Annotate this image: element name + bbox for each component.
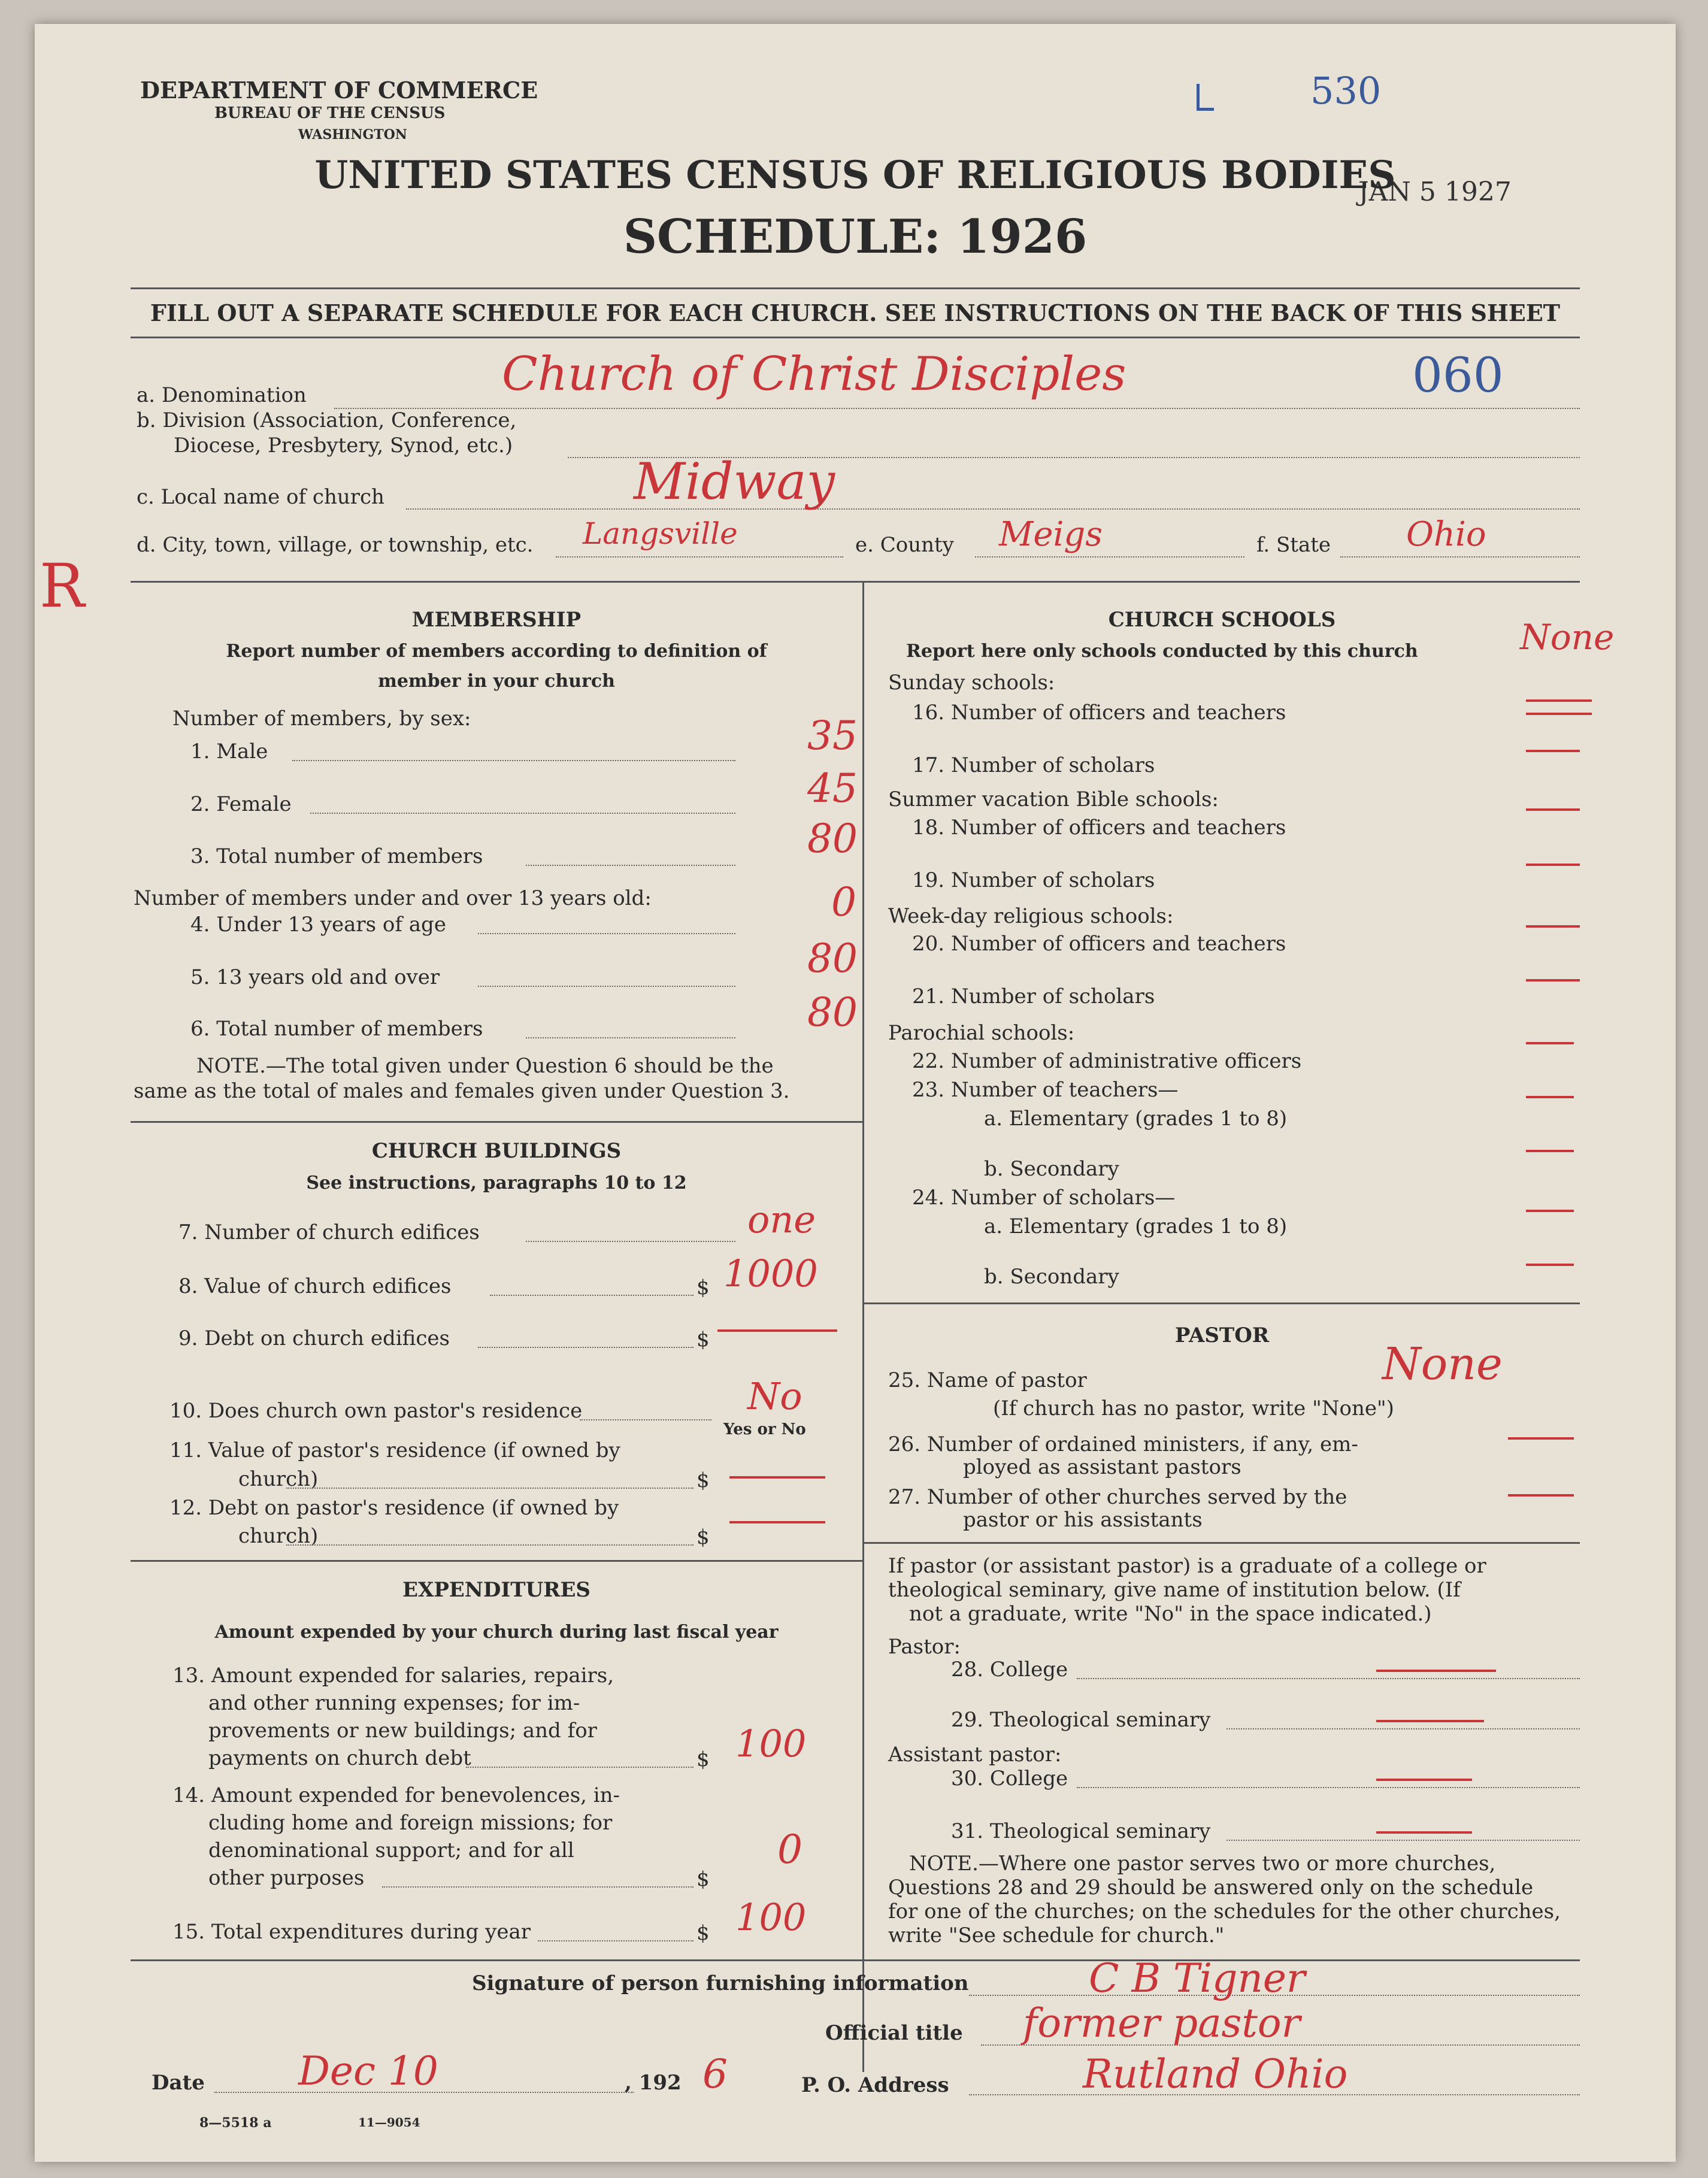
q23a-dash [1526, 1096, 1574, 1098]
schools-none: None [1520, 617, 1615, 658]
buildings-heading: CHURCH BUILDINGS [371, 1139, 622, 1163]
q12-label: 12. Debt on pastor's residence (if owned by [169, 1496, 619, 1520]
stamp-number: 530 [1310, 69, 1382, 113]
assistant-pastor-label: Assistant pastor: [888, 1743, 1062, 1767]
q31-dash [1376, 1831, 1472, 1834]
q9-dollar: $ [696, 1328, 710, 1352]
po-address-label: P. O. Address [801, 2073, 949, 2097]
section-rule [131, 581, 1580, 583]
county-line [975, 556, 1244, 558]
denomination-value: Church of Christ Disciples [502, 347, 1126, 401]
q14-label: 14. Amount expended for benevolences, in- [172, 1783, 620, 1807]
header-rule [131, 287, 1580, 289]
q19-dash [1526, 864, 1580, 866]
q26-label: 26. Number of ordained ministers, if any, em- [888, 1432, 1358, 1456]
debt-edifices-dash [717, 1329, 837, 1332]
official-title-label: Official title [825, 2021, 963, 2045]
q14-label-3: denominational support; and for all [208, 1838, 574, 1862]
q16-dash-b [1526, 713, 1592, 715]
census-form-paper [35, 24, 1676, 2162]
q31-line [1227, 1839, 1580, 1841]
print-number: 11—9054 [358, 2115, 420, 2129]
expenditures-heading: EXPENDITURES [402, 1578, 590, 1602]
header-rule-2 [131, 337, 1580, 338]
q8-line [490, 1294, 694, 1296]
pastor-heading: PASTOR [1174, 1323, 1270, 1347]
church-name-value: Midway [634, 452, 835, 511]
q9-label: 9. Debt on church edifices [178, 1326, 450, 1350]
q12-line [286, 1544, 694, 1546]
city-label-field: d. City, town, village, or township, etc. [137, 533, 534, 557]
q27-dash [1508, 1494, 1574, 1497]
county-value: Meigs [999, 515, 1103, 554]
q13-label-4: payments on church debt [208, 1746, 471, 1770]
q5-line [478, 985, 735, 987]
pastor-note-2: Questions 28 and 29 should be answered only on the schedule [888, 1876, 1534, 1900]
schedule-title: SCHEDULE: 1926 [623, 210, 1088, 264]
margin-mark: R [40, 551, 85, 621]
q14-label-2: cluding home and foreign missions; for [208, 1811, 613, 1835]
q28-dash [1376, 1670, 1496, 1672]
q8-label: 8. Value of church edifices [178, 1274, 452, 1298]
q23b-dash [1526, 1150, 1574, 1152]
q23a-label: a. Elementary (grades 1 to 8) [984, 1107, 1288, 1131]
q6-line [526, 1037, 735, 1038]
schools-heading: CHURCH SCHOOLS [1108, 608, 1336, 632]
q28-line [1077, 1677, 1580, 1679]
q17-dash [1526, 750, 1580, 752]
q14-dollar: $ [696, 1867, 710, 1891]
pastor-note-1: NOTE.—Where one pastor serves two or more churches, [909, 1852, 1496, 1876]
male-value: 35 [807, 713, 858, 759]
division-label-2: Diocese, Presbytery, Synod, etc.) [174, 434, 513, 458]
q12-dollar: $ [696, 1525, 710, 1549]
q2-label: 2. Female [190, 792, 292, 816]
q24b-label: b. Secondary [984, 1265, 1119, 1289]
sunday-label: Sunday schools: [888, 671, 1055, 695]
q23-label: 23. Number of teachers— [912, 1078, 1179, 1102]
total-members-6-value: 80 [807, 989, 858, 1035]
parochial-label: Parochial schools: [888, 1021, 1075, 1045]
q2-line [310, 812, 735, 814]
schools-rule [864, 1302, 1580, 1304]
by-age-label: Number of members under and over 13 years old: [134, 886, 652, 910]
stamp-check-icon [1197, 84, 1214, 111]
instruction-line: FILL OUT A SEPARATE SCHEDULE FOR EACH CHURCH. SEE INSTRUCTIONS ON THE BACK OF THIS SHEET [150, 299, 1561, 326]
q7-label: 7. Number of church edifices [178, 1220, 480, 1244]
q16-label: 16. Number of officers and teachers [912, 701, 1286, 725]
bureau-label: BUREAU OF THE CENSUS [214, 104, 446, 122]
owns-residence-value: No [747, 1374, 802, 1418]
form-number: 8—5518 a [199, 2115, 272, 2131]
date-label: Date [152, 2071, 205, 2095]
q30-dash [1376, 1779, 1472, 1781]
city-line [556, 556, 843, 558]
q27-label-2: pastor or his assistants [963, 1508, 1203, 1532]
church-name-label: c. Local name of church [137, 485, 384, 509]
q7-line [526, 1240, 735, 1242]
graduate-note-2: theological seminary, give name of institution below. (If [888, 1578, 1461, 1602]
weekday-label: Week-day religious schools: [888, 904, 1174, 928]
q1-line [292, 759, 735, 761]
pastor-note-3: for one of the churches; on the schedules for the other churches, [888, 1900, 1561, 1923]
membership-sub-2: member in your church [378, 671, 615, 692]
q13-label: 13. Amount expended for salaries, repairs, [172, 1664, 614, 1688]
q27-label: 27. Number of other churches served by the [888, 1485, 1347, 1509]
q10-label: 10. Does church own pastor's residence [169, 1399, 583, 1423]
church-edifices-value: one [747, 1198, 816, 1241]
q28-label: 28. College [951, 1658, 1068, 1682]
q11-line [286, 1487, 694, 1489]
membership-heading: MEMBERSHIP [411, 608, 582, 632]
edifice-value-value: 1000 [723, 1252, 818, 1295]
q5-label: 5. 13 years old and over [190, 965, 440, 989]
q11-label-2: church) [238, 1467, 319, 1491]
q3-label: 3. Total number of members [190, 844, 483, 868]
q24b-dash [1526, 1264, 1574, 1266]
dept-label: DEPARTMENT OF COMMERCE [140, 77, 538, 104]
division-label: b. Division (Association, Conference, [137, 408, 517, 432]
q18-label: 18. Number of officers and teachers [912, 816, 1286, 840]
q26-label-2: ployed as assistant pastors [963, 1455, 1241, 1479]
denomination-code: 060 [1412, 347, 1504, 403]
q14-line [382, 1886, 694, 1888]
q30-line [1077, 1786, 1580, 1788]
q22-dash [1526, 1042, 1574, 1044]
q13-line [466, 1766, 694, 1768]
po-address-value: Rutland Ohio [1083, 2051, 1348, 2097]
q24a-dash [1526, 1210, 1574, 1212]
q3-line [526, 864, 735, 866]
over-13-value: 80 [807, 935, 858, 982]
city-label: WASHINGTON [298, 127, 407, 143]
signature-value: C B Tigner [1089, 1955, 1306, 2001]
pastor-label: Pastor: [888, 1635, 961, 1659]
q13-dollar: $ [696, 1747, 710, 1771]
pastor-note-4: write "See schedule for church." [888, 1923, 1225, 1947]
q22-label: 22. Number of administrative officers [912, 1049, 1302, 1073]
q19-label: 19. Number of scholars [912, 868, 1155, 892]
buildings-sub: See instructions, paragraphs 10 to 12 [306, 1173, 687, 1193]
total-members-value: 80 [807, 816, 858, 862]
state-line [1340, 556, 1580, 558]
q21-dash [1526, 979, 1580, 982]
q24a-label: a. Elementary (grades 1 to 8) [984, 1214, 1288, 1238]
denomination-line [334, 407, 1580, 409]
q20-label: 20. Number of officers and teachers [912, 932, 1286, 956]
form-title: UNITED STATES CENSUS OF RELIGIOUS BODIES [314, 153, 1396, 198]
residence-value-dash [729, 1476, 825, 1479]
graduate-note-3: not a graduate, write "No" in the space indicated.) [909, 1602, 1432, 1626]
expenditures-sub: Amount expended by your church during last fiscal year [214, 1622, 779, 1643]
q1-label: 1. Male [190, 740, 268, 764]
summer-label: Summer vacation Bible schools: [888, 787, 1219, 811]
q29-label: 29. Theological seminary [951, 1708, 1211, 1732]
year-digit: 6 [702, 2051, 728, 2097]
membership-note-2: same as the total of males and females given under Question 3. [134, 1079, 790, 1103]
q23b-label: b. Secondary [984, 1157, 1119, 1181]
county-label: e. County [855, 533, 954, 557]
q29-line [1227, 1728, 1580, 1729]
pastor-name-value: None [1382, 1338, 1503, 1390]
by-sex-label: Number of members, by sex: [172, 707, 471, 731]
under-13-value: 0 [831, 879, 856, 925]
pastor-rule [864, 1542, 1580, 1544]
q15-label: 15. Total expenditures during year [172, 1920, 531, 1944]
q31-label: 31. Theological seminary [951, 1819, 1211, 1843]
signature-label: Signature of person furnishing information [472, 1971, 969, 1995]
q15-dollar: $ [696, 1921, 710, 1945]
q26-dash [1508, 1437, 1574, 1440]
q25-note: (If church has no pastor, write "None") [993, 1397, 1394, 1420]
q29-dash [1376, 1720, 1484, 1722]
membership-rule [131, 1121, 862, 1123]
city-value: Langsville [583, 516, 738, 551]
q11-dollar: $ [696, 1468, 710, 1492]
q8-dollar: $ [696, 1276, 710, 1299]
q4-label: 4. Under 13 years of age [190, 913, 446, 937]
membership-sub-1: Report number of members according to definition of [226, 641, 767, 662]
q6-label: 6. Total number of members [190, 1017, 483, 1041]
state-value: Ohio [1406, 515, 1486, 554]
female-value: 45 [807, 765, 858, 811]
q9-line [478, 1346, 694, 1348]
q4-line [478, 932, 735, 934]
q24-label: 24. Number of scholars— [912, 1186, 1176, 1210]
graduate-note-1: If pastor (or assistant pastor) is a graduate of a college or [888, 1554, 1486, 1578]
q21-label: 21. Number of scholars [912, 985, 1155, 1008]
q15-line [538, 1940, 694, 1941]
received-stamp-date: JAN 5 1927 [1358, 177, 1512, 207]
q16-dash-a [1526, 699, 1592, 702]
q18-dash [1526, 808, 1580, 811]
footer-rule [131, 1959, 1580, 1961]
running-expenses-value: 100 [735, 1722, 807, 1765]
q12-label-2: church) [238, 1524, 319, 1548]
q11-label: 11. Value of pastor's residence (if owned by [169, 1438, 620, 1462]
q13-label-3: provements or new buildings; and for [208, 1719, 597, 1743]
total-expenditures-value: 100 [735, 1895, 807, 1939]
q20-dash [1526, 925, 1580, 928]
membership-note-1: NOTE.—The total given under Question 6 should be the [196, 1054, 774, 1078]
q25-label: 25. Name of pastor [888, 1368, 1087, 1392]
year-prefix: , 192 [625, 2071, 682, 2095]
official-title-value: former pastor [1023, 2000, 1301, 2046]
yes-no-hint: Yes or No [723, 1420, 806, 1438]
state-label: f. State [1256, 533, 1331, 557]
benevolences-value: 0 [777, 1826, 802, 1873]
q14-label-4: other purposes [208, 1866, 365, 1890]
denomination-label: a. Denomination [137, 383, 307, 407]
q13-label-2: and other running expenses; for im- [208, 1691, 580, 1715]
church-line [406, 508, 1580, 510]
schools-sub: Report here only schools conducted by this church [906, 641, 1418, 662]
q17-label: 17. Number of scholars [912, 753, 1155, 777]
buildings-rule [131, 1560, 862, 1562]
date-value: Dec 10 [298, 2048, 438, 2094]
q10-line [580, 1419, 711, 1420]
residence-debt-dash [729, 1521, 825, 1523]
q30-label: 30. College [951, 1767, 1068, 1791]
